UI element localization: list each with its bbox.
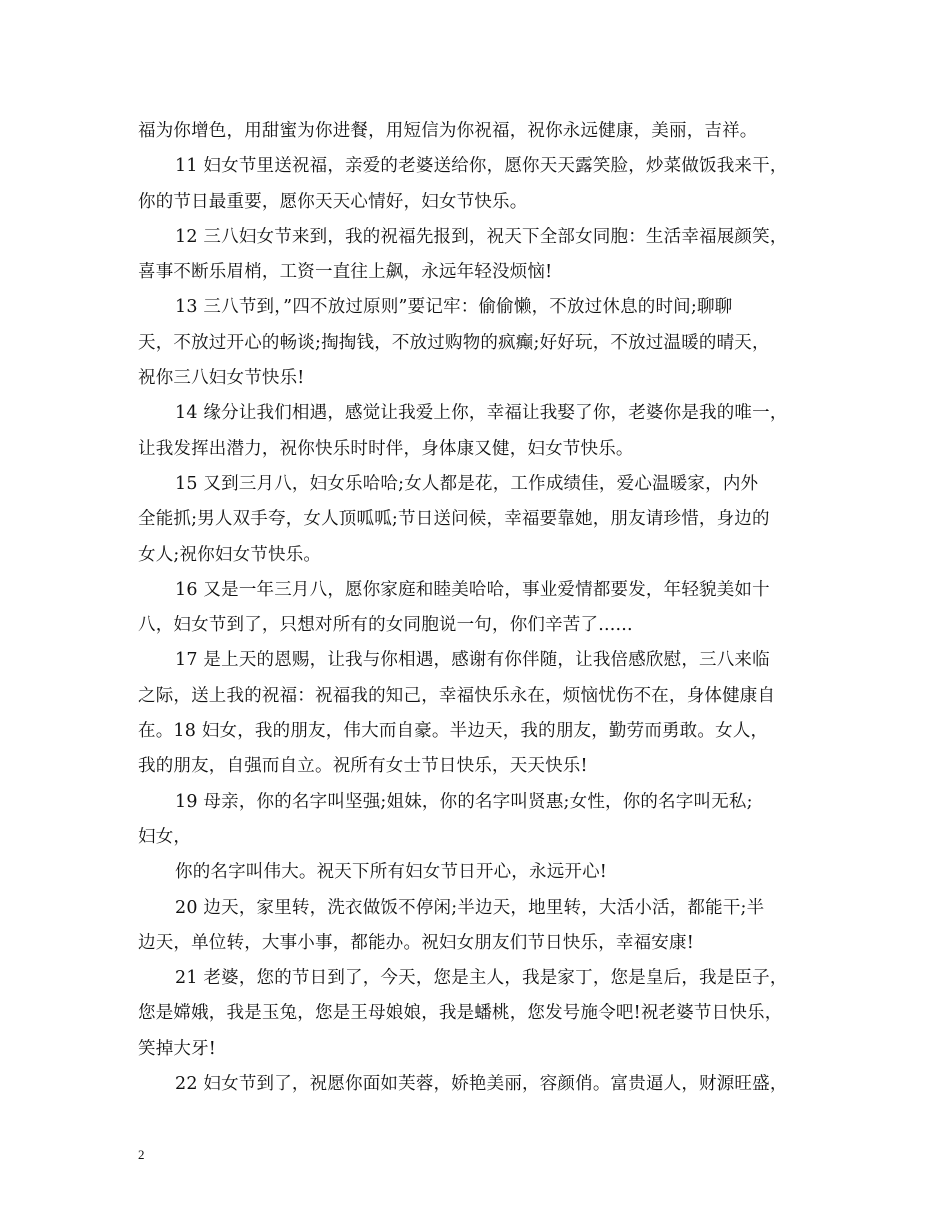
text-line: 17 是上天的恩赐，让我与你相遇，感谢有你伴随，让我倍感欣慰，三八来临 (175, 650, 770, 671)
text-line: 16 又是一年三月八，愿你家庭和睦美哈哈，事业爱情都要发，年轻貌美如十 (175, 579, 770, 600)
text-line: 19 母亲，你的名字叫坚强;姐妹，你的名字叫贤惠;女性，你的名字叫无私; (175, 791, 753, 812)
text-line: 边天，单位转，大事小事，都能办。祝妇女朋友们节日快乐，幸福安康! (138, 932, 694, 953)
text-line: 12 三八妇女节来到，我的祝福先报到，祝天下全部女同胞：生活幸福展颜笑， (175, 226, 788, 247)
text-line: 我的朋友，自强而自立。祝所有女士节日快乐，天天快乐! (138, 756, 588, 777)
page-number: 2 (138, 1147, 145, 1162)
text-line: 福为你增色，用甜蜜为你进餐，用短信为你祝福，祝你永远健康，美丽，吉祥。 (138, 121, 758, 141)
text-line: 女人;祝你妇女节快乐。 (138, 544, 322, 565)
text-line: 喜事不断乐眉梢，工资一直往上飙，永远年轻没烦恼! (138, 262, 553, 283)
text-line: 妇女， (138, 826, 192, 847)
text-line: 在。18 妇女，我的朋友，伟大而自豪。半边天，我的朋友，勤劳而勇敢。女人， (138, 721, 769, 742)
text-line: 11 妇女节里送祝福，亲爱的老婆送给你，愿你天天露笑脸，炒菜做饭我来干， (175, 156, 788, 177)
text-line: 笑掉大牙! (138, 1038, 217, 1059)
text-line: 14 缘分让我们相遇，感觉让我爱上你，幸福让我娶了你，老婆你是我的唯一， (175, 403, 788, 424)
text-line: 13 三八节到，”四不放过原则”要记牢：偷偷懒，不放过休息的时间;聊聊 (175, 297, 733, 318)
document-body (138, 114, 828, 1102)
text-line: 22 妇女节到了，祝愿你面如芙蓉，娇艳美丽，容颜俏。富贵逼人，财源旺盛， (175, 1074, 788, 1095)
text-line: 全能抓;男人双手夸，女人顶呱呱;节日送问候，幸福要靠她，朋友请珍惜，身边的 (138, 509, 770, 530)
text-line: 你的名字叫伟大。祝天下所有妇女节日开心，永远开心! (175, 862, 608, 883)
text-line: 天，不放过开心的畅谈;掏掏钱，不放过购物的疯癫;好好玩，不放过温暖的晴天， (138, 332, 770, 353)
text-line: 祝你三八妇女节快乐! (138, 368, 305, 389)
text-line: 20 边天，家里转，洗衣做饭不停闲;半边天，地里转，大活小活，都能干;半 (175, 897, 765, 918)
text-line: 之际，送上我的祝福：祝福我的知己，幸福快乐永在，烦恼忧伤不在，身体健康自 (138, 685, 776, 706)
text-line: 15 又到三月八，妇女乐哈哈;女人都是花，工作成绩佳，爱心温暖家，内外 (175, 473, 759, 494)
text-line: 八，妇女节到了，只想对所有的女同胞说一句，你们辛苦了...... (138, 615, 633, 636)
text-line: 让我发挥出潜力，祝你快乐时时伴，身体康又健，妇女节快乐。 (138, 438, 634, 459)
text-line: 你的节日最重要，愿你天天心情好，妇女节快乐。 (138, 191, 528, 212)
text-line: 21 老婆，您的节日到了，今天，您是主人，我是家丁，您是皇后，我是臣子， (175, 968, 788, 989)
text-line: 您是嫦娥，我是玉兔，您是王母娘娘，我是蟠桃，您发号施令吧!祝老婆节日快乐， (138, 1003, 783, 1024)
